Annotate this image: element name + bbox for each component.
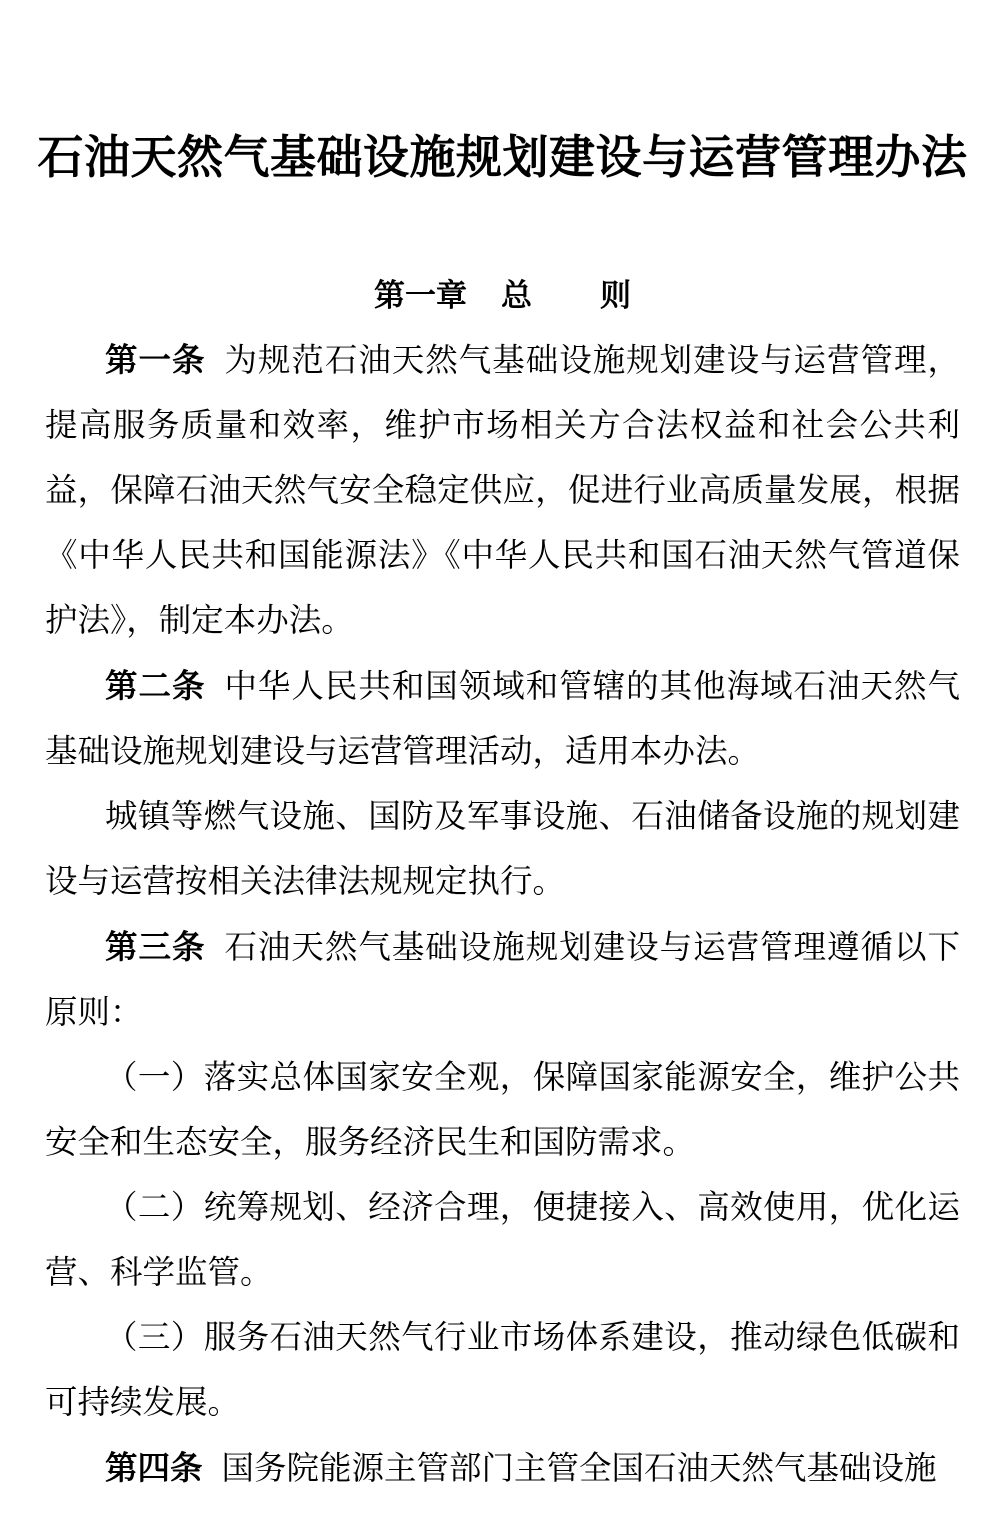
document-body bbox=[45, 328, 960, 1502]
article-2-continuation-text: 城镇等燃气设施、国防及军事设施、石油储备设施的规划建设与运营按相关法律法规规定执行。 bbox=[45, 799, 960, 900]
article-4-text: 国务院能源主管部门主管全国石油天然气基础设施 bbox=[221, 1451, 937, 1487]
paragraph-principle-1 bbox=[45, 1046, 960, 1176]
chapter-title: 总则 bbox=[501, 278, 699, 313]
article-2-lead: 第二条 bbox=[105, 668, 206, 704]
article-3-lead: 第三条 bbox=[105, 929, 206, 965]
principle-2-text: （二）统筹规划、经济合理，便捷接入、高效使用，优化运营、科学监管。 bbox=[45, 1190, 960, 1291]
document-title: 石油天然气基础设施规划建设与运营管理办法 bbox=[37, 132, 968, 183]
paragraph-article-2-continuation bbox=[45, 785, 960, 915]
principle-1-text: （一）落实总体国家安全观，保障国家能源安全，维护公共安全和生态安全，服务经济民生和国防需求。 bbox=[45, 1060, 960, 1161]
paragraph-article-3 bbox=[45, 915, 960, 1046]
paragraph-article-1 bbox=[45, 328, 960, 654]
paragraph-principle-2 bbox=[45, 1176, 960, 1306]
chapter-number: 第一章 bbox=[374, 278, 467, 313]
paragraph-article-2 bbox=[45, 654, 960, 785]
article-1-text: 为规范石油天然气基础设施规划建设与运营管理，提高服务质量和效率，维护市场相关方合法权益和社会公共利益，保障石油天然气安全稳定供应，促进行业高质量发展，根据《中华人民共和国能源法》《中华人民共和国石油天然气管道保护法》，制定本办法。 bbox=[45, 343, 960, 639]
article-2-text: 中华人民共和国领域和管辖的其他海域石油天然气基础设施规划建设与运营管理活动，适用本办法。 bbox=[45, 669, 960, 770]
article-1-lead: 第一条 bbox=[105, 342, 206, 378]
chapter-heading bbox=[0, 278, 1005, 314]
article-3-text: 石油天然气基础设施规划建设与运营管理遵循以下原则： bbox=[45, 930, 960, 1031]
paragraph-principle-3 bbox=[45, 1306, 960, 1436]
paragraph-article-4 bbox=[45, 1436, 960, 1502]
article-4-lead: 第四条 bbox=[105, 1450, 203, 1486]
principle-3-text: （三）服务石油天然气行业市场体系建设，推动绿色低碳和可持续发展。 bbox=[45, 1320, 960, 1421]
